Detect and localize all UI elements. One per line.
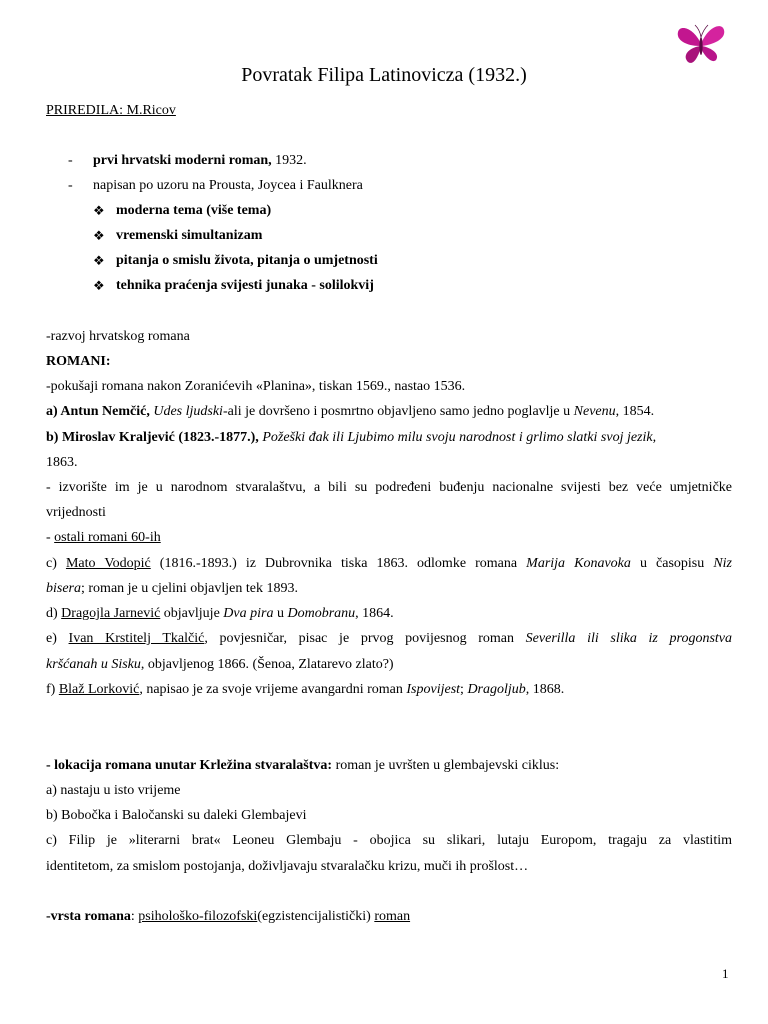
dash-marker: -	[68, 178, 73, 193]
entry-d: d) Dragojla Jarnević objavljuje Dva pira u Domobranu, 1864.	[46, 606, 394, 621]
dash-marker: -	[68, 153, 73, 168]
entry-f: f) Blaž Lorković, napisao je za svoje vrijeme avangardni roman Ispovijest; Dragoljub, 1868.	[46, 682, 565, 697]
lokacija-line: - lokacija romana unutar Krležina stvaralaštva: roman je uvršten u glembajevski ciklus:	[46, 758, 560, 773]
bullet-item: pitanja o smislu života, pitanja o umjetnosti	[116, 253, 378, 268]
lokacija-item-b: b) Bobočka i Baločanski su daleki Glembajevi	[46, 808, 307, 823]
pokusaji-line: -pokušaji romana nakon Zoranićevih «Planina», tiskan 1569., nastao 1536.	[46, 379, 466, 394]
izvoriste-line-2: vrijednosti	[46, 505, 106, 520]
intro-item-2: napisan po uzoru na Prousta, Joycea i Faulknera	[93, 178, 363, 193]
razvoj-line: -razvoj hrvatskog romana	[46, 329, 190, 344]
bullet-item: moderna tema (više tema)	[116, 203, 272, 218]
butterfly-icon	[676, 22, 726, 66]
izvoriste-line-1: - izvorište im je u narodnom stvaralaštvu, a bili su podređeni buđenju nacionalne svijesti bez veće umjetničke	[46, 480, 732, 495]
entry-b: b) Miroslav Kraljević (1823.-1877.), Požeški đak ili Ljubimo milu svoju narodnost i grlimo slatki svoj jezik,	[46, 430, 657, 445]
entry-c: c) Mato Vodopić (1816.-1893.) iz Dubrovnika tiska 1863. odlomke romana Marija Konavoka u časopisu Niz	[46, 556, 732, 571]
entry-a: a) Antun Nemčić, Udes ljudski-ali je dovršeno i posmrtno objavljeno samo jedno poglavlje u Nevenu, 1854.	[46, 404, 655, 419]
lokacija-item-c-line-2: identitetom, za smislom postojanja, doživljavaju stvaralačku krizu, muči ih prošlost…	[46, 859, 529, 874]
lokacija-item-a: a) nastaju u isto vrijeme	[46, 783, 181, 798]
page-number: 1	[722, 966, 729, 981]
bullet-item: tehnika praćenja svijesti junaka - solilokvij	[116, 278, 374, 293]
entry-b-year: 1863.	[46, 455, 78, 470]
bullet-item: vremenski simultanizam	[116, 228, 263, 243]
romani-heading: ROMANI:	[46, 354, 111, 369]
intro-item-1: prvi hrvatski moderni roman, 1932.	[93, 153, 307, 168]
diamond-bullet-icon: ❖	[93, 278, 105, 293]
ostali-romani: - ostali romani 60-ih	[46, 530, 161, 545]
lokacija-item-c: c) Filip je »literarni brat« Leoneu Glembaju - obojica su slikari, lutaju Europom, tragaju za vlastitim	[46, 833, 732, 848]
author-line: PRIREDILA: M.Ricov	[46, 103, 176, 118]
entry-e-line-2: kršćanah u Sisku, objavljenog 1866. (Šenoa, Zlatarevo zlato?)	[46, 657, 394, 672]
diamond-bullet-icon: ❖	[93, 228, 105, 243]
vrsta-romana: -vrsta romana: psihološko-filozofski(egzistencijalistički) roman	[46, 909, 411, 924]
entry-e: e) Ivan Krstitelj Tkalčić, povjesničar, pisac je prvog povijesnog roman Severilla ili slika iz progonstva	[46, 631, 732, 646]
page-title: Povratak Filipa Latinovicza (1932.)	[241, 64, 527, 86]
entry-c-line-2: bisera; roman je u cjelini objavljen tek 1893.	[46, 581, 298, 596]
diamond-bullet-icon: ❖	[93, 253, 105, 268]
diamond-bullet-icon: ❖	[93, 203, 105, 218]
